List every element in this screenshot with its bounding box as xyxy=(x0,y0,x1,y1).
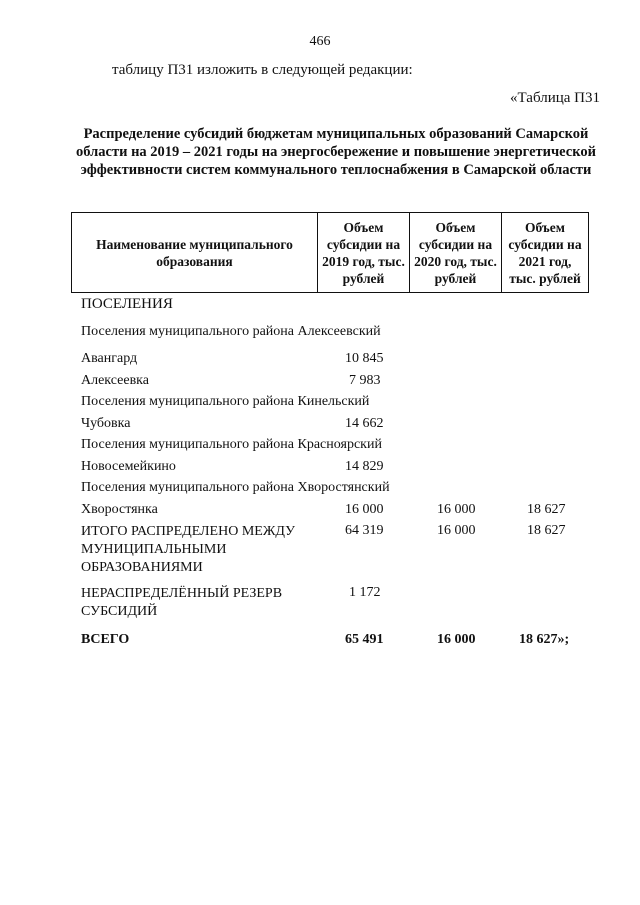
distributed-2020: 16 000 xyxy=(437,523,476,538)
page-number: 466 xyxy=(309,34,331,49)
row-avangard-2019: 10 845 xyxy=(345,351,384,366)
group-alekseevsky: Поселения муниципального района Алексеевский xyxy=(81,324,381,339)
header-2020: Объем субсидии на 2020 год, тыс. рублей xyxy=(410,213,502,293)
row-khvorostyanka-2020: 16 000 xyxy=(437,502,476,517)
row-chubovka-name: Чубовка xyxy=(81,416,131,431)
group-krasnoyarsky: Поселения муниципального района Красноярский xyxy=(81,437,382,452)
row-khvorostyanka-name: Хворостянка xyxy=(81,502,158,517)
intro-text: таблицу П31 изложить в следующей редакции: xyxy=(112,62,413,78)
row-novosemeykino-name: Новосемейкино xyxy=(81,459,176,474)
document-title: Распределение субсидий бюджетам муниципальных образований Самарской области на 2019 – 2021 годы на энергосбережение и повышение энергетической эффективности систем коммунального теплоснабжения в Самарской области xyxy=(76,126,596,178)
total-2020: 16 000 xyxy=(437,632,476,647)
reserve-2019: 1 172 xyxy=(349,585,381,600)
group-khvorostyansky: Поселения муниципального района Хворостянский xyxy=(81,480,390,495)
header-2021: Объем субсидии на 2021 год, тыс. рублей xyxy=(502,213,589,293)
total-2021: 18 627»; xyxy=(519,632,570,647)
distributed-2021: 18 627 xyxy=(527,523,566,538)
row-alekseevka-name: Алексеевка xyxy=(81,373,149,388)
row-novosemeykino-2019: 14 829 xyxy=(345,459,384,474)
table-reference: «Таблица П31 xyxy=(510,90,600,106)
group-kinelsky: Поселения муниципального района Кинельский xyxy=(81,394,370,409)
row-khvorostyanka-2021: 18 627 xyxy=(527,502,566,517)
total-label: ВСЕГО xyxy=(81,632,130,647)
row-alekseevka-2019: 7 983 xyxy=(349,373,381,388)
row-khvorostyanka-2019: 16 000 xyxy=(345,502,384,517)
table-header xyxy=(71,212,589,293)
total-2019: 65 491 xyxy=(345,632,384,647)
header-name: Наименование муниципального образования xyxy=(72,213,318,293)
reserve-label: НЕРАСПРЕДЕЛЁННЫЙ РЕЗЕРВ СУБСИДИЙ xyxy=(81,586,283,619)
distributed-label: ИТОГО РАСПРЕДЕЛЕНО МЕЖДУ МУНИЦИПАЛЬНЫМИ ОБРАЗОВАНИЯМИ xyxy=(81,524,295,575)
section-title: ПОСЕЛЕНИЯ xyxy=(81,296,173,312)
row-avangard-name: Авангард xyxy=(81,351,138,366)
header-2019: Объем субсидии на 2019 год, тыс. рублей xyxy=(318,213,410,293)
distributed-2019: 64 319 xyxy=(345,523,384,538)
row-chubovka-2019: 14 662 xyxy=(345,416,384,431)
